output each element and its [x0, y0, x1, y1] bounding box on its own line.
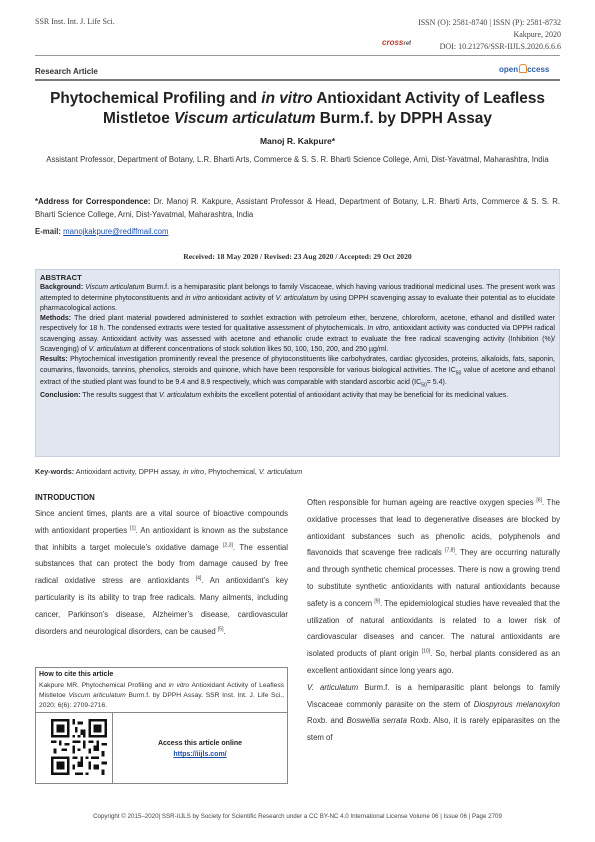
affiliation: Assistant Professor, Department of Botany, L.R. Bharti Arts, Commerce & S. S. R. Bharti Science College, Arni, Dist-Yavatmal, Maharashtra, India [46, 155, 549, 164]
species-name: V. articulatum [307, 682, 359, 692]
abstract-italic: V. articulatum [158, 392, 202, 400]
body-text: . [223, 626, 226, 636]
abstract-text: by using DPPH scavenging assay to evaluate their potential as to elucidate pharmacological actions. [40, 294, 555, 312]
correspondence [35, 196, 560, 221]
abstract-italic: In vitro [367, 325, 389, 333]
open-access-label: open [499, 65, 519, 74]
cite-part-italic: in vitro [168, 682, 190, 689]
how-to-cite-box [35, 667, 288, 784]
conclusion-label: Conclusion: [40, 392, 81, 400]
crossref-logo[interactable] [382, 38, 411, 47]
abstract-italic: V. articulatum [88, 346, 131, 354]
keyword-italic: V. articulatum [258, 467, 303, 476]
intro-column-right [307, 495, 560, 747]
abstract-conclusion [40, 391, 555, 401]
cite-part: Antioxidant Activity of Leafless Mistletoe [39, 682, 285, 699]
article-dates: Received: 18 May 2020 / Revised: 23 Aug 2020 / Accepted: 29 Oct 2020 [183, 252, 412, 261]
abstract-text: The dried plant material powdered administered to soxhlet extraction with petroleum ether, benzene, chloroform, acetone, ethanol and distilled water respectively for 18 h. The condensed extracts were tested for qualitative assessment of phytochemicals. [40, 315, 555, 333]
results-label: Results: [40, 356, 68, 364]
title-part: Burm.f. by DPPH Assay [315, 110, 492, 127]
abstract-text: Phytochemical investigation prominently reveal the presence of phytoconstituents like carbohydrates, cardiac glycosides, proteins, alkaloids, fats, saponin, coumarins, flavonoids, tannins, phenolics, steroids and quinone, which have been responsible for various biological activities. The IC [40, 356, 555, 374]
abstract-text: = 5.4). [426, 379, 447, 387]
journal-name: SSR Inst. Int. J. Life Sci. [35, 17, 115, 26]
crossref-label: cross [382, 38, 404, 47]
citation-ref[interactable]: [4] [195, 575, 202, 582]
open-access-suffix: ccess [527, 65, 550, 74]
cite-part: Burm.f. by DPPH Assay. SSR Inst. Int. J. Life Sci., 2020; 6(6): 2709-2716. [39, 692, 284, 709]
abstract-italic: in vitro [185, 294, 206, 302]
crossref-suffix: ref [403, 41, 412, 47]
title-part: Phytochemical Profiling and [50, 90, 262, 107]
cite-title: How to cite this article [39, 671, 114, 678]
cite-part-italic: Viscum articulatum [68, 692, 126, 699]
introduction-heading: INTRODUCTION [35, 493, 95, 502]
abstract-text: value of acetone and ethanol extract of the studied plant was found to be 9.4 and 8.9 respectively, which was comparable with standard ascorbic acid (IC [40, 366, 555, 387]
abstract-text: at different concentrations of stock solution likes 50, 100, 150, 200, and 250 µg/ml. [130, 346, 389, 354]
header-rule [35, 55, 560, 56]
author-year: Kakpure, 2020 [513, 30, 561, 39]
doi: DOI: 10.21276/SSR-IIJLS.2020.6.6.6 [439, 42, 561, 51]
open-lock-icon [519, 64, 527, 73]
abstract-italic: Viscum articulatum [85, 284, 145, 292]
title-part-italic: in vitro [261, 90, 313, 107]
body-text: . The oxidative processes that lead to degenerative diseases are blocked by antioxidant substances such as phenolic acids, polyphenols and flavonoids that scavenge free radicals [307, 498, 560, 558]
correspondence-label: *Address for Correspondence: [35, 197, 151, 206]
body-text: Roxb. Also, it is rarely epiparasites on the stem of [307, 716, 560, 743]
abstract-text: Burm.f. is a hemiparasitic plant belongs to family Viscaceae, which having various traditional medicinal uses. The present work was attempted to determine phytoconstituents and [40, 284, 555, 302]
title-rule [35, 79, 560, 81]
header-info [418, 17, 561, 53]
cite-text [39, 681, 284, 711]
citation-ref[interactable]: [5] [217, 625, 224, 632]
issn: ISSN (O): 2581-8740 | ISSN (P): 2581-8732 [418, 18, 561, 27]
keywords-label: Key-words: [35, 467, 75, 476]
email-line [35, 227, 168, 236]
body-text: . So, herbal plants considered as an excellent antioxidant since long years ago. [307, 649, 560, 675]
abstract-results [40, 355, 555, 391]
abstract-heading: ABSTRACT [40, 273, 82, 282]
keyword-text: , Phytochemical, [204, 467, 259, 476]
citation-ref[interactable]: [10] [421, 648, 431, 655]
citation-ref[interactable]: [9] [374, 598, 380, 605]
body-text: . They are occurring naturally and through synthetic chemical processes. There is now a growing trend to substitute synthetic antioxidants with natural antioxidants because safety is a concern [307, 548, 560, 608]
cite-part: Kakpure MR. Phytochemical Profiling and [39, 682, 169, 689]
body-text: Often responsible for human ageing are reactive oxygen species [307, 498, 537, 507]
qr-code-icon[interactable] [51, 719, 107, 775]
body-text: Burm.f. is a hemiparasitic plant belongs to family Viscaceae commonly parasite on the stem of [307, 682, 560, 709]
body-text: . An antioxidant is known as the substance that inhibits a target molecule’s oxidative damage [35, 525, 288, 552]
abstract-background [40, 283, 555, 314]
body-text: . An antioxidant’s key particularity is its ability to trap free radicals. Many ailments, including cancer, Parkinson’s disease, Alzheimer’s disease, cardiovascular disorders and neurological disorders, can be caused [35, 576, 288, 636]
species-name: Boswellia serrata [346, 716, 408, 726]
email-link[interactable]: manojkakpure@rediffmail.com [63, 227, 169, 236]
body-text: Roxb. and [307, 716, 347, 726]
page-footer: Copyright © 2015–2020| SSR-IIJLS by Society for Scientific Research under a CC BY-NC 4.0 International License Volume 06 | Issue 06 | Page 2709 [93, 813, 502, 820]
title-part-italic: Viscum articulatum [174, 110, 316, 127]
access-label: Access this article online [157, 740, 243, 747]
abstract-text: antioxidant activity of [205, 294, 276, 302]
ic50-subscript: 50 [421, 382, 427, 389]
cite-divider [36, 712, 287, 713]
open-access-logo [499, 64, 549, 74]
methods-label: Methods: [40, 315, 72, 323]
article-title [35, 89, 560, 129]
access-online [113, 738, 287, 760]
access-url-link[interactable]: https://iijls.com/ [173, 751, 227, 758]
ic50-subscript: 50 [455, 370, 462, 377]
abstract-text: exhibits the excellent potential of antioxidant activity that may be beneficial for its medicinal values. [201, 392, 509, 400]
body-text: Since ancient times, plants are a vital source of bioactive compounds with antioxidant properties [35, 509, 288, 535]
author-name: Manoj R. Kakpure* [259, 136, 336, 146]
species-name: Diospyrous melanoxylon [473, 699, 560, 709]
abstract-box [35, 269, 560, 457]
abstract-italic: V. articulatum [275, 294, 319, 302]
abstract-methods [40, 314, 555, 355]
keyword-italic: in vitro [182, 467, 205, 476]
correspondence-text: Dr. Manoj R. Kakpure, Assistant Professor & Head, Department of Botany, L.R. Bharti Arts, Commerce & S. S. R. Bharti Science College, Arni, Dist-Yavatmal, Maharashtra, India [35, 197, 560, 219]
abstract-text: The results suggest that [80, 392, 159, 400]
body-text: . The essential substances that can protect the body from damage caused by free radical oxidative stress are antioxidants [35, 542, 288, 586]
citation-ref[interactable]: [2,3] [223, 542, 233, 548]
keyword-text: Antioxidant activity, DPPH assay, [74, 467, 183, 476]
citation-ref[interactable]: [7,8] [445, 547, 455, 554]
article-type: Research Article [35, 67, 98, 76]
body-text: . The epidemiological studies have revealed that the utilization of natural antioxidants is related to a lower risk of cardiovascular diseases and cancer. The natural antioxidants are isolated products of plant origin [307, 598, 560, 659]
background-label: Background: [40, 284, 84, 292]
citation-ref[interactable]: [1] [130, 525, 136, 532]
email-label: E-mail: [35, 227, 61, 236]
citation-ref[interactable]: [6] [536, 497, 542, 504]
title-part: Antioxidant Activity of Leafless Mistletoe [103, 90, 545, 127]
intro-column-left [35, 506, 288, 640]
keywords [35, 467, 560, 476]
abstract-text: , antioxidant activity was conducted via DPPH radical scavenging assay. Antioxidant activity was assessed with acetone and ethanolic crude extract to evaluate the free radical scavenging activity (Inhibition (%)/ Scavenging) of [40, 325, 555, 354]
